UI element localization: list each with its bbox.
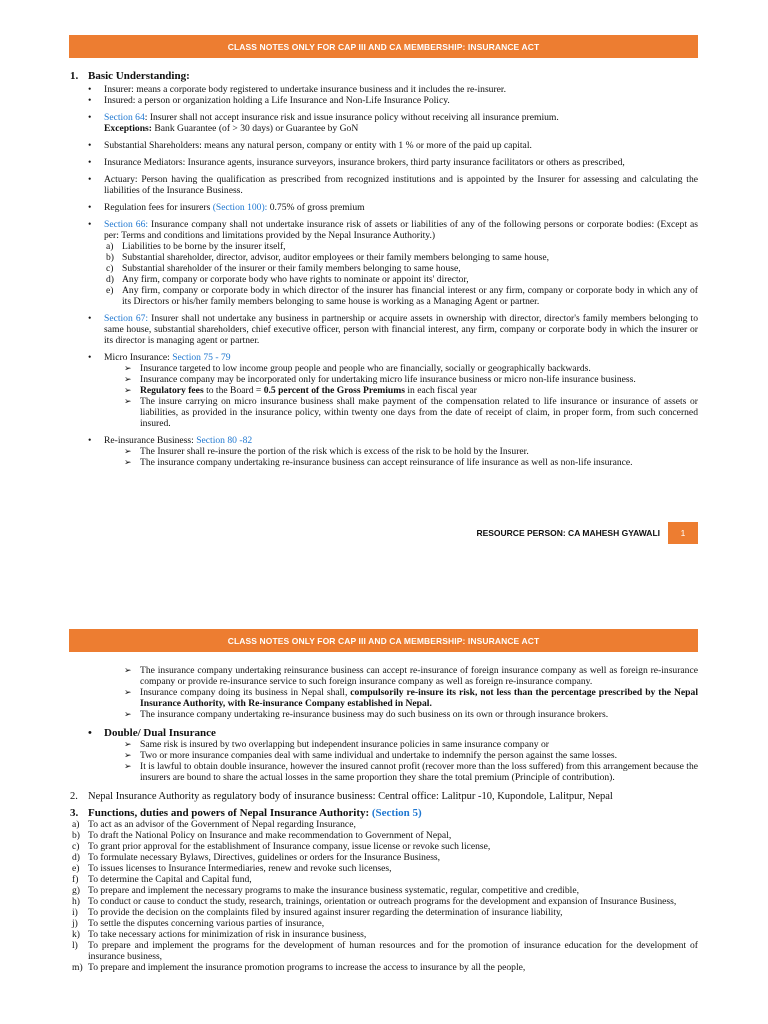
list-item: m) To prepare and implement the insurance promotion programs to increase the access to insurance by all the people, [72,962,526,973]
list-item: • Section 64: Insurer shall not accept insurance risk and issue insurance policy without receiving all insurance premium. Exceptions: Bank Guarantee (of > 30 days) or Guarantee by GoN [88,112,559,134]
numbered-item: 3. Functions, duties and powers of Nepal Insurance Authority: (Section 5) a) To act as an advisor of the Government of Nepal regarding Insurance, b) To draft the National Policy on Insurance and make recommendation to Government of Nepal, c) To grant prior approval for the establishment of Insurance company, issue license or revoke such license, d) To formulate necessary Bylaws, Directives, guidelines or orders for the Insurance Business, e) To issues licenses to Insurance Intermediaries, renew and revoke such licenses, f) To determine the Capital and Capital fund, g) To prepare and implement the necessary programs to make the insurance business systematic, regular, competitive and credible, h) To conduct or cause to conduct the study, research, trainings, orientation or outreach programs for the development and expansion of Insurance Business, i) To provide the decision on the complaints filed by insured against insurer regarding the determination of insurance liability, j) To settle the disputes concerning various parties of insurance, k) To take necessary actions for minimization of risk in insurance business, l) To prepare and implement the programs for the development of human resources and for the promotion of insurance education for the development of insurance business, m) To prepare and implement the insurance promotion programs to increase the access to insurance by all the people, [70,807,698,973]
list-item: c) Substantial shareholder of the insurer or their family members belonging to same house, [106,263,461,274]
list-item: • Insured: a person or organization holding a Life Insurance and Non-Life Insurance Policy. [88,95,450,106]
page-header-banner: CLASS NOTES ONLY FOR CAP III AND CA MEMBERSHIP: INSURANCE ACT [69,35,698,58]
alpha-list [72,819,698,973]
list-item: • Insurance Mediators: Insurance agents, insurance surveyors, insurance brokers, third party insurance facilitators or others as prescribed, [88,157,625,168]
list-item: ➢ Insurance company may be incorporated only for undertaking micro life insurance business or micro non-life insurance business. [124,374,636,385]
section-number: 1. [70,70,79,82]
list-item: ➢ It is lawful to obtain double insurance, however the insured cannot profit (recover more than the loss suffered) from this arrangement because the insurers are bound to share the actual losses in the same proportion they share the total premium (Principle of contribution). [124,761,698,783]
list-item: • Double/ Dual Insurance ➢ Same risk is insured by two overlapping but independent insurance policies in same insurance company or ➢ Two or more insurance companies deal with same individual and undertake to indemnify the person against the same losses. ➢ It is lawful to obtain double insurance, however the insured cannot profit (recover more than the loss suffered) from this arrangement because the insurers are bound to share the actual losses in the same proportion they share the total premium (Principle of contribution). [88,727,698,783]
list-item: ➢ Insurance targeted to low income group people and people who are financially, socially or geographically backwards. [124,363,591,374]
section-title: Basic Understanding: [88,70,190,82]
list-item: g) To prepare and implement the necessary programs to make the insurance business systematic, regular, competitive and credible, [72,885,579,896]
list-item: a) To act as an advisor of the Government of Nepal regarding Insurance, [72,819,356,830]
list-item: l) To prepare and implement the programs for the development of human resources and for the promotion of insurance education for the development of insurance business, [72,940,698,962]
list-item: ➢ Two or more insurance companies deal with same individual and undertake to indemnify the person against the same losses. [124,750,618,761]
arrow-list [104,363,698,429]
page-1-content [70,71,698,473]
section-ref: Section 80 -82 [196,435,253,446]
list-item: ➢ Regulatory fees to the Board = 0.5 percent of the Gross Premiums in each fiscal year [124,385,477,396]
list-item: e) To issues licenses to Insurance Intermediaries, renew and revoke such licenses, [72,863,392,874]
list-item: ➢ The insurance company undertaking re-insurance business can accept reinsurance of life insurance as well as non-life insurance. [124,457,633,468]
bullet-list [70,84,698,468]
list-item: • Substantial Shareholders: means any natural person, company or entity with 1 % or more of the paid up capital. [88,140,532,151]
list-item: • Re-insurance Business: Section 80 -82 ➢ The Insurer shall re-insure the portion of the risk which is excess of the risk to be hold by the Insurer. ➢ The insurance company undertaking re-insurance business can accept reinsurance of life insurance as well as non-life insurance. [88,435,698,468]
list-item: e) Any firm, company or corporate body in which director of the insurer has financial interest or any firm, company or corporate body in which any of its Directors or his/her family members belonging to same house is working as a Managing Agent or partner. [106,285,698,307]
arrow-list [70,665,698,720]
list-item: d) To formulate necessary Bylaws, Directives, guidelines or orders for the Insurance Business, [72,852,441,863]
list-item: ➢ Insurance company doing its business in Nepal shall, compulsorily re-insure its risk, not less than the percentage prescribed by the Nepal Insurance Authority, with Re-insurance Company established in Nepal. [124,687,698,709]
list-item: i) To provide the decision on the complaints filed by insured against insurer regarding the determination of insurance liability, [72,907,563,918]
bullet-list [70,728,698,783]
section-ref: (Section 100): [212,202,268,213]
list-item: b) Substantial shareholder, director, advisor, auditor employees or their family members belonging to same house, [106,252,549,263]
page-footer [462,522,698,544]
page-number: 1 [668,522,698,544]
section-ref: (Section 5) [371,807,422,819]
list-item: • Regulation fees for insurers (Section 100): 0.75% of gross premium [88,202,365,213]
page-2-content [70,665,698,973]
list-item: • Micro Insurance: Section 75 - 79 ➢ Insurance targeted to low income group people and people who are financially, socially or geographically backwards. ➢ Insurance company may be incorporated only for undertaking micro life insurance business or micro non-life insurance business. ➢ Regulatory fees to the Board = 0.5 percent of the Gross Premiums in each fiscal year ➢ The insure carrying on micro insurance business shall make payment of the compensation related to life insurance or insurance of assets or liabilities, as provided in the insurance policy, within twenty one days from the date of receipt of claim, in proper form, from such concerned insured. [88,352,698,429]
arrow-list [104,446,698,468]
list-item: h) To conduct or cause to conduct the study, research, trainings, orientation or outreach programs for the development and expansion of Insurance Business, [72,896,677,907]
list-item: a) Liabilities to be borne by the insurer itself, [106,241,286,252]
list-item: ➢ The insure carrying on micro insurance business shall make payment of the compensation related to life insurance or insurance of assets or liabilities, as provided in the insurance policy, within twenty one days from the date of receipt of claim, in proper form, from such concerned insured. [124,396,698,429]
section-ref: Section 75 - 79 [172,352,231,363]
resource-person: RESOURCE PERSON: CA MAHESH GYAWALI [476,528,660,538]
page-header-banner: CLASS NOTES ONLY FOR CAP III AND CA MEMBERSHIP: INSURANCE ACT [69,629,698,652]
section-ref: Section 64 [104,112,145,123]
list-item: d) Any firm, company or corporate body who have rights to nominate or appoint its' director, [106,274,469,285]
arrow-list [104,739,698,783]
list-item: ➢ The insurance company undertaking reinsurance business can accept re-insurance of foreign insurance company as well as foreign re-insurance company or provide re-insurance service to such foreign insurance company as well as foreign re-insurance company. [124,665,698,687]
list-item: ➢ Same risk is insured by two overlapping but independent insurance policies in same insurance company or [124,739,549,750]
list-item: • Section 67: Insurer shall not undertake any business in partnership or acquire assets in ownership with director, director's family members belonging to same house, substantial shareholders, chief executive officer, person with financial interest, any firm, company or corporate body in which the insurer or its director is managing agent or partner. [88,313,698,346]
list-item: b) To draft the National Policy on Insurance and make recommendation to Government of Nepal, [72,830,452,841]
list-item: • Actuary: Person having the qualification as prescribed from recognized institutions and is appointed by the Insurer for assessing and calculating the liabilities of the Insurance Business. [88,174,698,196]
list-item: • Section 66: Insurance company shall not undertake insurance risk of assets or liabilities of any of the following persons or corporate bodies: (Except as per: Terms and conditions and limitations provided by the Nepal Insurance Authority.) a) Liabilities to be borne by the insurer itself, b) Substantial shareholder, director, advisor, auditor employees or their family members belonging to same house, c) Substantial shareholder of the insurer or their family members belonging to same house, d) Any firm, company or corporate body who have rights to nominate or appoint its' director, e) Any firm, company or corporate body in which director of the insurer has financial interest or any firm, company or corporate body in which any of its Directors or his/her family members belonging to same house is working as a Managing Agent or partner. [88,219,698,307]
list-item: j) To settle the disputes concerning various parties of insurance, [72,918,325,929]
list-item: ➢ The insurance company undertaking re-insurance business may do such business on its own or through insurance brokers. [124,709,609,720]
numbered-item: 2. Nepal Insurance Authority as regulatory body of insurance business: Central office: Lalitpur -10, Kupondole, Lalitpur, Nepal [70,791,613,802]
alpha-list [104,241,698,307]
section-ref: Section 66: [104,219,149,230]
section-ref: Section 67: [104,313,149,324]
list-item: c) To grant prior approval for the establishment of Insurance company, issue license or revoke such license, [72,841,491,852]
list-item: ➢ The Insurer shall re-insure the portion of the risk which is excess of the risk to be hold by the Insurer. [124,446,529,457]
list-item: k) To take necessary actions for minimization of risk in insurance business, [72,929,367,940]
list-item: • Insurer: means a corporate body registered to undertake insurance business and it includes the re-insurer. [88,84,507,95]
list-item: f) To determine the Capital and Capital fund, [72,874,252,885]
section-heading [70,71,698,82]
subsection-title: Double/ Dual Insurance [104,727,216,739]
